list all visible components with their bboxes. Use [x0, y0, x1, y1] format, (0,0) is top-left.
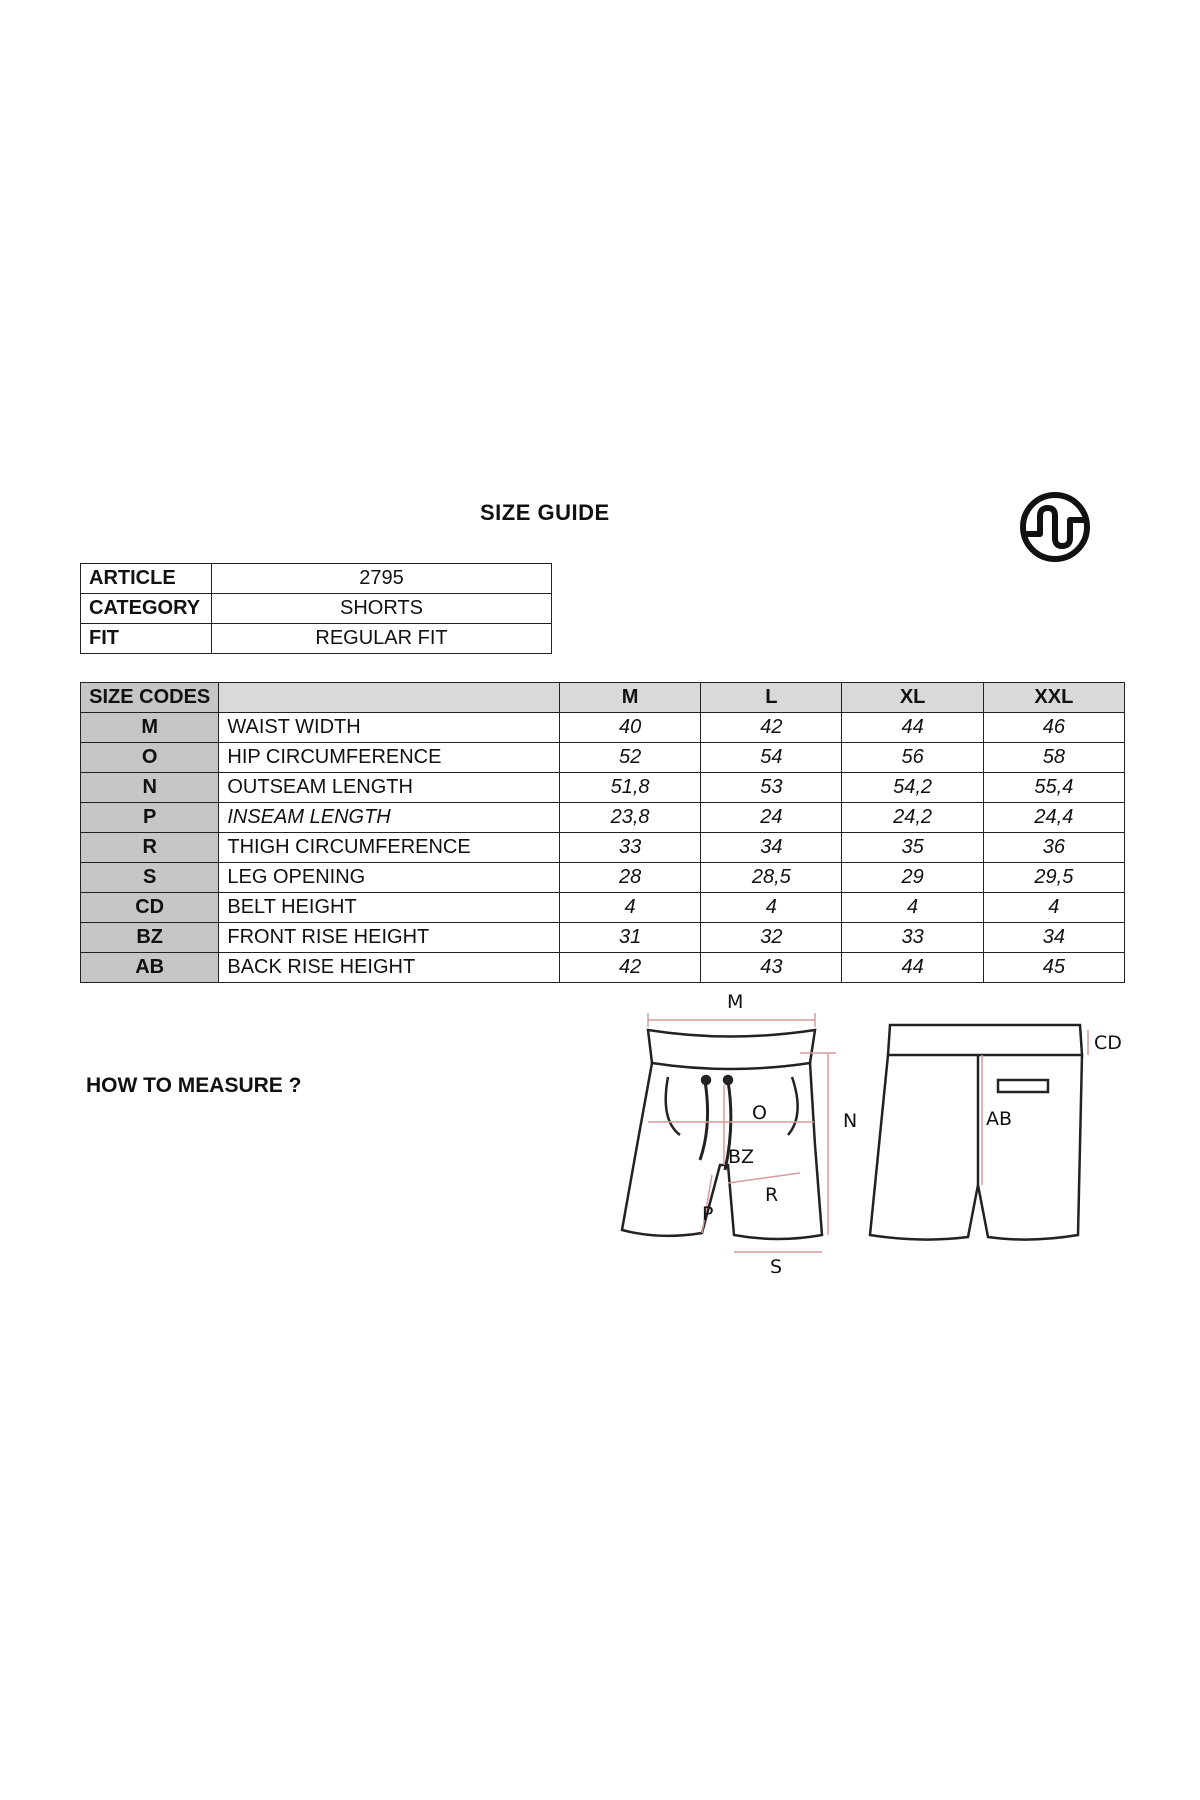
measure-value: 34	[983, 923, 1124, 953]
info-row-category	[81, 594, 552, 624]
measure-value: 44	[842, 713, 983, 743]
measure-value: 54	[701, 743, 842, 773]
label-ab: AB	[986, 1108, 1013, 1130]
measure-label: LEG OPENING	[219, 863, 560, 893]
table-row	[81, 893, 1125, 923]
table-row	[81, 803, 1125, 833]
measure-value: 36	[983, 833, 1124, 863]
measure-label: BELT HEIGHT	[219, 893, 560, 923]
measure-value: 35	[842, 833, 983, 863]
measure-value: 32	[701, 923, 842, 953]
size-column-header: XXL	[983, 683, 1124, 713]
how-to-measure-heading: HOW TO MEASURE ?	[86, 1074, 302, 1097]
page-title: SIZE GUIDE	[480, 500, 610, 525]
table-row	[81, 953, 1125, 983]
measure-value: 33	[842, 923, 983, 953]
measure-value: 29,5	[983, 863, 1124, 893]
table-row	[81, 923, 1125, 953]
measure-code: P	[81, 803, 219, 833]
brand-logo-icon	[1018, 490, 1092, 564]
measure-value: 23,8	[559, 803, 700, 833]
size-column-header: XL	[842, 683, 983, 713]
info-value: REGULAR FIT	[212, 624, 552, 654]
table-row	[81, 833, 1125, 863]
measure-code: S	[81, 863, 219, 893]
table-row	[81, 863, 1125, 893]
measure-value: 4	[842, 893, 983, 923]
measure-label: OUTSEAM LENGTH	[219, 773, 560, 803]
table-row	[81, 713, 1125, 743]
size-codes-header: SIZE CODES	[81, 683, 219, 713]
info-key: CATEGORY	[81, 594, 212, 624]
measure-code: N	[81, 773, 219, 803]
measure-label: WAIST WIDTH	[219, 713, 560, 743]
measure-value: 45	[983, 953, 1124, 983]
measure-value: 52	[559, 743, 700, 773]
measure-value: 43	[701, 953, 842, 983]
measure-value: 4	[701, 893, 842, 923]
info-row-fit	[81, 624, 552, 654]
measure-value: 33	[559, 833, 700, 863]
label-r: R	[765, 1184, 779, 1206]
label-n: N	[843, 1110, 858, 1132]
measure-value: 31	[559, 923, 700, 953]
measure-code: M	[81, 713, 219, 743]
size-header-row	[81, 683, 1125, 713]
measure-label: HIP CIRCUMFERENCE	[219, 743, 560, 773]
size-chart-table	[80, 682, 1125, 983]
measure-value: 34	[701, 833, 842, 863]
label-header	[219, 683, 560, 713]
label-bz: BZ	[728, 1146, 755, 1168]
front-shorts-illustration	[622, 1030, 822, 1239]
size-column-header: L	[701, 683, 842, 713]
measure-value: 24,2	[842, 803, 983, 833]
info-key: FIT	[81, 624, 212, 654]
measure-value: 51,8	[559, 773, 700, 803]
measure-code: AB	[81, 953, 219, 983]
label-cd: CD	[1094, 1032, 1122, 1054]
measure-value: 44	[842, 953, 983, 983]
info-row-article	[81, 564, 552, 594]
measure-value: 4	[559, 893, 700, 923]
shorts-measure-diagram	[600, 985, 1140, 1285]
measure-code: R	[81, 833, 219, 863]
measure-value: 40	[559, 713, 700, 743]
measure-value: 53	[701, 773, 842, 803]
measurement-lines	[648, 1013, 1088, 1252]
back-shorts-illustration	[870, 1025, 1082, 1240]
label-p: P	[702, 1203, 714, 1225]
measure-value: 24,4	[983, 803, 1124, 833]
measure-value: 56	[842, 743, 983, 773]
measure-value: 28,5	[701, 863, 842, 893]
table-row	[81, 773, 1125, 803]
measure-label: FRONT RISE HEIGHT	[219, 923, 560, 953]
measure-value: 58	[983, 743, 1124, 773]
measure-code: CD	[81, 893, 219, 923]
label-m: M	[727, 991, 744, 1013]
measure-label: INSEAM LENGTH	[219, 803, 560, 833]
measure-value: 4	[983, 893, 1124, 923]
measure-value: 28	[559, 863, 700, 893]
measure-value: 42	[701, 713, 842, 743]
measure-value: 54,2	[842, 773, 983, 803]
label-s: S	[770, 1256, 783, 1278]
article-info-table	[80, 563, 552, 654]
measure-code: BZ	[81, 923, 219, 953]
size-column-header: M	[559, 683, 700, 713]
info-value: 2795	[212, 564, 552, 594]
table-row	[81, 743, 1125, 773]
measure-label: THIGH CIRCUMFERENCE	[219, 833, 560, 863]
measure-value: 42	[559, 953, 700, 983]
info-key: ARTICLE	[81, 564, 212, 594]
measure-value: 46	[983, 713, 1124, 743]
measure-label: BACK RISE HEIGHT	[219, 953, 560, 983]
measure-value: 55,4	[983, 773, 1124, 803]
measure-value: 24	[701, 803, 842, 833]
label-o: O	[752, 1102, 767, 1124]
measure-value: 29	[842, 863, 983, 893]
measure-code: O	[81, 743, 219, 773]
info-value: SHORTS	[212, 594, 552, 624]
